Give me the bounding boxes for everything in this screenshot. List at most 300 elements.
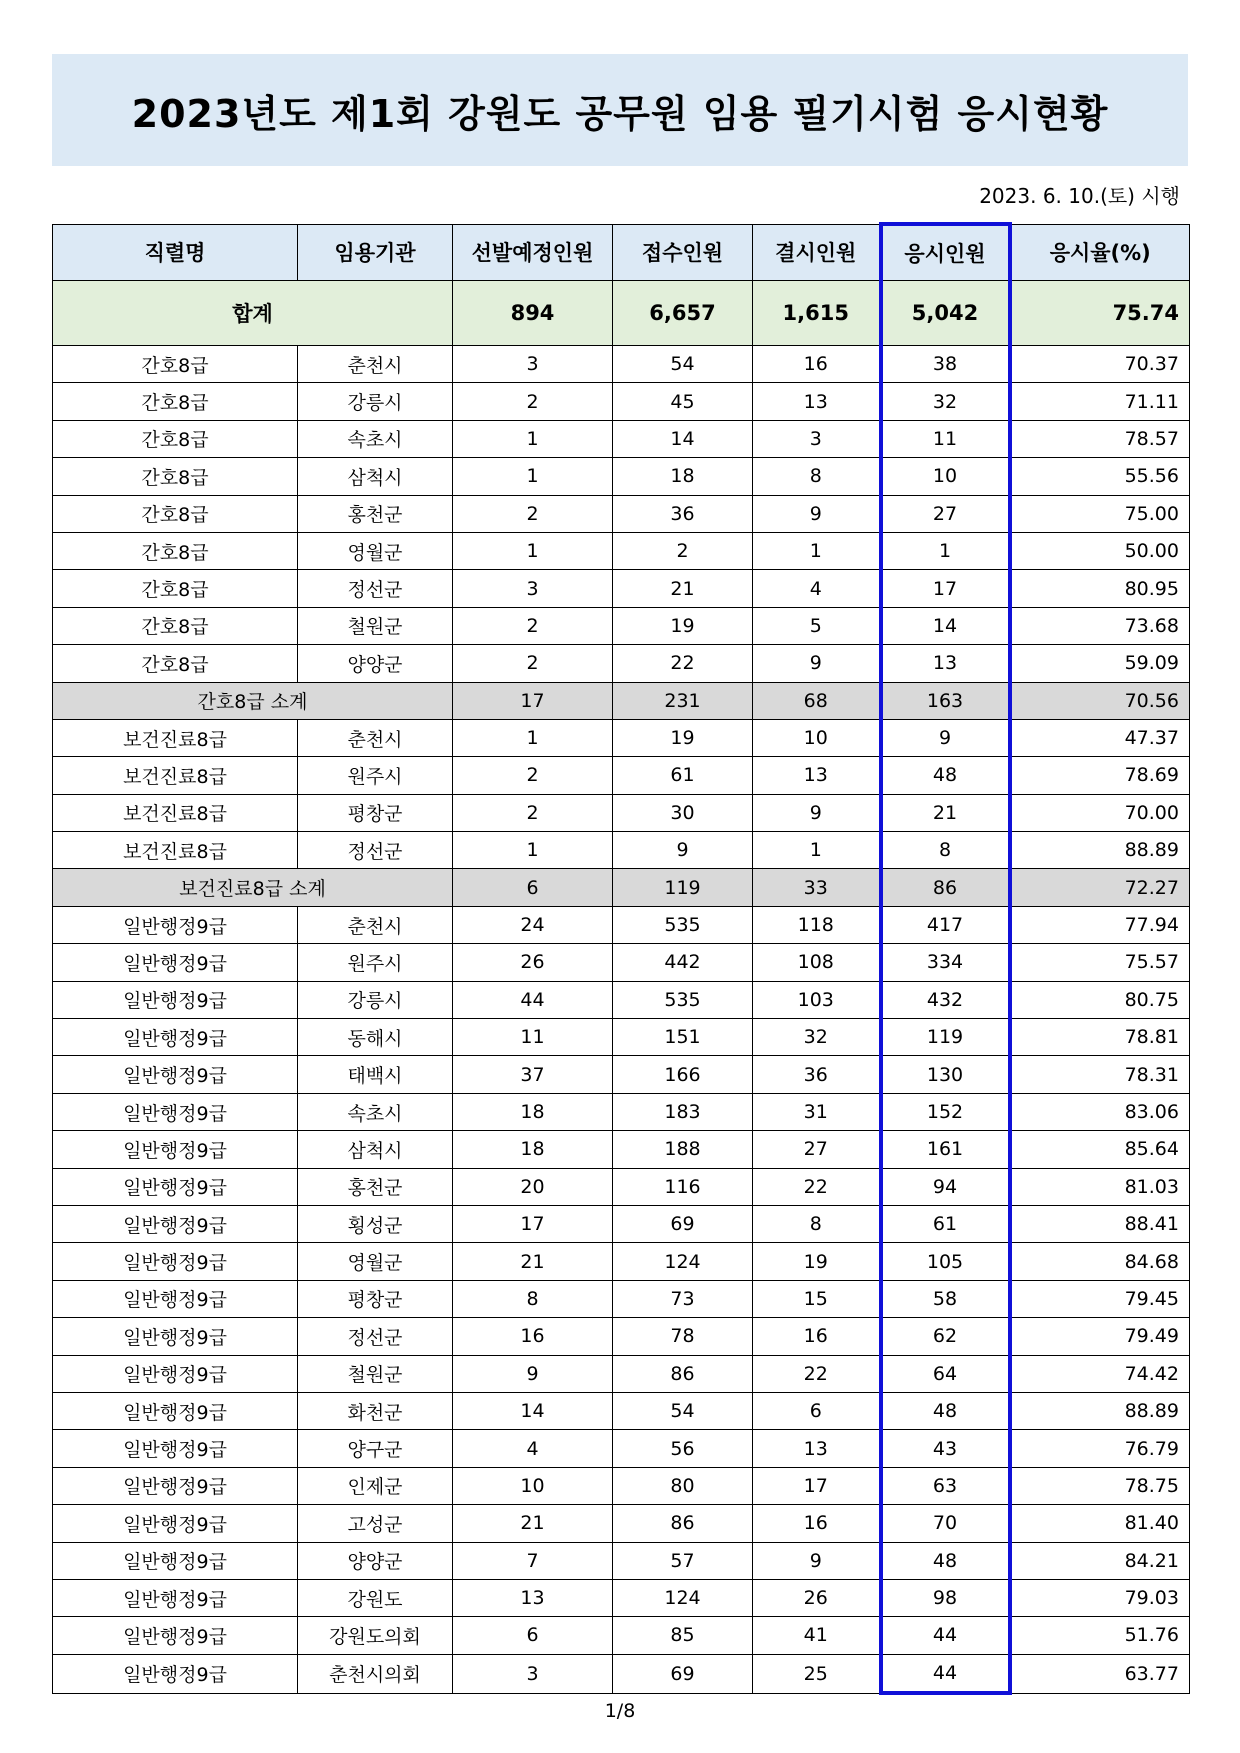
absent-cell: 9 <box>753 794 881 831</box>
planned-cell: 4 <box>453 1430 613 1467</box>
planned-cell: 14 <box>453 1392 613 1429</box>
job-cell: 간호8급 <box>53 607 298 644</box>
table-row <box>53 1168 1190 1205</box>
applied-cell: 54 <box>613 346 753 383</box>
attended-cell: 417 <box>881 906 1010 943</box>
org-cell: 강원도의회 <box>298 1617 453 1654</box>
rate-cell: 77.94 <box>1010 906 1190 943</box>
table-row <box>53 346 1190 383</box>
applied-cell: 183 <box>613 1093 753 1130</box>
table-row <box>53 1131 1190 1168</box>
absent-cell: 103 <box>753 981 881 1018</box>
org-cell: 원주시 <box>298 757 453 794</box>
attended-cell: 1 <box>881 532 1010 569</box>
header-planned: 선발예정인원 <box>453 224 613 281</box>
rate-cell: 81.03 <box>1010 1168 1190 1205</box>
table-row <box>53 1355 1190 1392</box>
attended-cell: 10 <box>881 458 1010 495</box>
org-cell: 인제군 <box>298 1467 453 1504</box>
absent-cell: 10 <box>753 719 881 756</box>
table-header-row <box>53 224 1190 281</box>
org-cell: 철원군 <box>298 607 453 644</box>
absent-cell: 26 <box>753 1579 881 1616</box>
rate-cell: 88.89 <box>1010 1392 1190 1429</box>
applied-cell: 85 <box>613 1617 753 1654</box>
subtotal-label: 간호8급 소계 <box>53 682 453 719</box>
planned-cell: 11 <box>453 1019 613 1056</box>
job-cell: 일반행정9급 <box>53 1019 298 1056</box>
job-cell: 간호8급 <box>53 645 298 682</box>
job-cell: 일반행정9급 <box>53 1093 298 1130</box>
header-absent: 결시인원 <box>753 224 881 281</box>
absent-cell: 17 <box>753 1467 881 1504</box>
total-label: 합계 <box>53 281 453 346</box>
total-attended: 5,042 <box>881 281 1010 346</box>
table-row <box>53 1617 1190 1654</box>
applied-cell: 86 <box>613 1505 753 1542</box>
applied-cell: 124 <box>613 1579 753 1616</box>
org-cell: 춘천시의회 <box>298 1654 453 1693</box>
org-cell: 영월군 <box>298 532 453 569</box>
applied-cell: 18 <box>613 458 753 495</box>
table-row <box>53 757 1190 794</box>
rate-cell: 51.76 <box>1010 1617 1190 1654</box>
org-cell: 속초시 <box>298 420 453 457</box>
job-cell: 보건진료8급 <box>53 719 298 756</box>
document-title: 2023년도 제1회 강원도 공무원 임용 필기시험 응시현황 <box>131 91 1109 136</box>
rate-cell: 63.77 <box>1010 1654 1190 1693</box>
attended-cell: 14 <box>881 607 1010 644</box>
absent-cell: 1 <box>753 832 881 869</box>
org-cell: 고성군 <box>298 1505 453 1542</box>
attended-cell: 27 <box>881 495 1010 532</box>
org-cell: 강원도 <box>298 1579 453 1616</box>
attended-cell: 64 <box>881 1355 1010 1392</box>
attended-cell: 21 <box>881 794 1010 831</box>
planned-cell: 1 <box>453 420 613 457</box>
planned-cell: 2 <box>453 383 613 420</box>
page-number: 1/8 <box>604 1700 636 1722</box>
job-cell: 일반행정9급 <box>53 1654 298 1693</box>
table-row <box>53 1505 1190 1542</box>
total-absent: 1,615 <box>753 281 881 346</box>
header-rate: 응시율(%) <box>1010 224 1190 281</box>
applied-cell: 535 <box>613 981 753 1018</box>
applied-cell: 45 <box>613 383 753 420</box>
table-row <box>53 944 1190 981</box>
rate-cell: 70.00 <box>1010 794 1190 831</box>
table-row <box>53 719 1190 756</box>
rate-cell: 79.45 <box>1010 1280 1190 1317</box>
attended-cell: 44 <box>881 1654 1010 1693</box>
rate-cell: 47.37 <box>1010 719 1190 756</box>
attended-cell: 98 <box>881 1579 1010 1616</box>
applied-cell: 124 <box>613 1243 753 1280</box>
rate-cell: 78.75 <box>1010 1467 1190 1504</box>
absent-cell: 8 <box>753 458 881 495</box>
absent-cell: 13 <box>753 383 881 420</box>
org-cell: 춘천시 <box>298 906 453 943</box>
attended-cell: 130 <box>881 1056 1010 1093</box>
applied-cell: 9 <box>613 832 753 869</box>
job-cell: 보건진료8급 <box>53 757 298 794</box>
absent-cell: 8 <box>753 1205 881 1242</box>
applied-cell: 188 <box>613 1131 753 1168</box>
job-cell: 일반행정9급 <box>53 1205 298 1242</box>
org-cell: 삼척시 <box>298 1131 453 1168</box>
attended-cell: 11 <box>881 420 1010 457</box>
job-cell: 일반행정9급 <box>53 1355 298 1392</box>
total-applied: 6,657 <box>613 281 753 346</box>
org-cell: 속초시 <box>298 1093 453 1130</box>
applied-cell: 69 <box>613 1205 753 1242</box>
attended-cell: 86 <box>881 869 1010 906</box>
attended-cell: 63 <box>881 1467 1010 1504</box>
applied-cell: 30 <box>613 794 753 831</box>
attended-cell: 32 <box>881 383 1010 420</box>
applied-cell: 21 <box>613 570 753 607</box>
attended-cell: 61 <box>881 1205 1010 1242</box>
applied-cell: 80 <box>613 1467 753 1504</box>
planned-cell: 1 <box>453 719 613 756</box>
org-cell: 홍천군 <box>298 495 453 532</box>
attended-cell: 161 <box>881 1131 1010 1168</box>
attended-cell: 38 <box>881 346 1010 383</box>
job-cell: 일반행정9급 <box>53 906 298 943</box>
job-cell: 간호8급 <box>53 420 298 457</box>
rate-cell: 80.75 <box>1010 981 1190 1018</box>
attended-cell: 152 <box>881 1093 1010 1130</box>
attended-cell: 105 <box>881 1243 1010 1280</box>
subtotal-label: 보건진료8급 소계 <box>53 869 453 906</box>
table-row <box>53 1318 1190 1355</box>
planned-cell: 2 <box>453 607 613 644</box>
absent-cell: 9 <box>753 1542 881 1579</box>
total-row <box>53 281 1190 346</box>
absent-cell: 19 <box>753 1243 881 1280</box>
absent-cell: 32 <box>753 1019 881 1056</box>
applied-cell: 119 <box>613 869 753 906</box>
planned-cell: 2 <box>453 794 613 831</box>
org-cell: 정선군 <box>298 1318 453 1355</box>
table-row <box>53 832 1190 869</box>
job-cell: 일반행정9급 <box>53 1243 298 1280</box>
attended-cell: 9 <box>881 719 1010 756</box>
job-cell: 간호8급 <box>53 495 298 532</box>
planned-cell: 17 <box>453 1205 613 1242</box>
job-cell: 일반행정9급 <box>53 1168 298 1205</box>
total-rate: 75.74 <box>1010 281 1190 346</box>
absent-cell: 22 <box>753 1355 881 1392</box>
absent-cell: 27 <box>753 1131 881 1168</box>
table-row <box>53 1392 1190 1429</box>
rate-cell: 72.27 <box>1010 869 1190 906</box>
job-cell: 일반행정9급 <box>53 1280 298 1317</box>
absent-cell: 36 <box>753 1056 881 1093</box>
table-row <box>53 458 1190 495</box>
attended-cell: 48 <box>881 1392 1010 1429</box>
org-cell: 강릉시 <box>298 981 453 1018</box>
org-cell: 평창군 <box>298 1280 453 1317</box>
attended-cell: 17 <box>881 570 1010 607</box>
planned-cell: 7 <box>453 1542 613 1579</box>
planned-cell: 3 <box>453 1654 613 1693</box>
attended-cell: 334 <box>881 944 1010 981</box>
title-banner <box>52 54 1188 166</box>
org-cell: 삼척시 <box>298 458 453 495</box>
org-cell: 태백시 <box>298 1056 453 1093</box>
applied-cell: 78 <box>613 1318 753 1355</box>
rate-cell: 84.68 <box>1010 1243 1190 1280</box>
job-cell: 보건진료8급 <box>53 794 298 831</box>
planned-cell: 37 <box>453 1056 613 1093</box>
planned-cell: 6 <box>453 1617 613 1654</box>
applied-cell: 22 <box>613 645 753 682</box>
attended-cell: 432 <box>881 981 1010 1018</box>
planned-cell: 1 <box>453 458 613 495</box>
table-row <box>53 1243 1190 1280</box>
table-row <box>53 532 1190 569</box>
rate-cell: 70.56 <box>1010 682 1190 719</box>
header-applied: 접수인원 <box>613 224 753 281</box>
rate-cell: 81.40 <box>1010 1505 1190 1542</box>
absent-cell: 6 <box>753 1392 881 1429</box>
planned-cell: 6 <box>453 869 613 906</box>
absent-cell: 13 <box>753 1430 881 1467</box>
table-row <box>53 906 1190 943</box>
job-cell: 간호8급 <box>53 458 298 495</box>
rate-cell: 75.00 <box>1010 495 1190 532</box>
table-row <box>53 1280 1190 1317</box>
absent-cell: 25 <box>753 1654 881 1693</box>
absent-cell: 5 <box>753 607 881 644</box>
planned-cell: 18 <box>453 1131 613 1168</box>
job-cell: 일반행정9급 <box>53 1505 298 1542</box>
rate-cell: 59.09 <box>1010 645 1190 682</box>
org-cell: 양구군 <box>298 1430 453 1467</box>
job-cell: 일반행정9급 <box>53 1467 298 1504</box>
rate-cell: 78.81 <box>1010 1019 1190 1056</box>
applied-cell: 19 <box>613 719 753 756</box>
planned-cell: 21 <box>453 1243 613 1280</box>
total-planned: 894 <box>453 281 613 346</box>
table-row <box>53 1019 1190 1056</box>
table-row <box>53 1467 1190 1504</box>
rate-cell: 85.64 <box>1010 1131 1190 1168</box>
job-cell: 일반행정9급 <box>53 1392 298 1429</box>
rate-cell: 70.37 <box>1010 346 1190 383</box>
absent-cell: 9 <box>753 495 881 532</box>
rate-cell: 73.68 <box>1010 607 1190 644</box>
org-cell: 양양군 <box>298 1542 453 1579</box>
planned-cell: 10 <box>453 1467 613 1504</box>
rate-cell: 78.31 <box>1010 1056 1190 1093</box>
table-row <box>53 570 1190 607</box>
org-cell: 동해시 <box>298 1019 453 1056</box>
table-row <box>53 1093 1190 1130</box>
table-row <box>53 1430 1190 1467</box>
planned-cell: 2 <box>453 645 613 682</box>
job-cell: 일반행정9급 <box>53 1131 298 1168</box>
absent-cell: 33 <box>753 869 881 906</box>
rate-cell: 78.69 <box>1010 757 1190 794</box>
org-cell: 정선군 <box>298 832 453 869</box>
absent-cell: 4 <box>753 570 881 607</box>
planned-cell: 20 <box>453 1168 613 1205</box>
applied-cell: 73 <box>613 1280 753 1317</box>
table-row <box>53 794 1190 831</box>
absent-cell: 16 <box>753 346 881 383</box>
header-org: 임용기관 <box>298 224 453 281</box>
org-cell: 영월군 <box>298 1243 453 1280</box>
applied-cell: 116 <box>613 1168 753 1205</box>
planned-cell: 13 <box>453 1579 613 1616</box>
rate-cell: 74.42 <box>1010 1355 1190 1392</box>
subtotal-row <box>53 682 1190 719</box>
job-cell: 일반행정9급 <box>53 944 298 981</box>
job-cell: 간호8급 <box>53 532 298 569</box>
org-cell: 원주시 <box>298 944 453 981</box>
attended-cell: 8 <box>881 832 1010 869</box>
job-cell: 일반행정9급 <box>53 1542 298 1579</box>
org-cell: 횡성군 <box>298 1205 453 1242</box>
planned-cell: 26 <box>453 944 613 981</box>
planned-cell: 3 <box>453 346 613 383</box>
job-cell: 간호8급 <box>53 383 298 420</box>
applied-cell: 151 <box>613 1019 753 1056</box>
planned-cell: 2 <box>453 757 613 794</box>
table-row <box>53 1654 1190 1693</box>
absent-cell: 31 <box>753 1093 881 1130</box>
applied-cell: 61 <box>613 757 753 794</box>
planned-cell: 44 <box>453 981 613 1018</box>
header-attended: 응시인원 <box>881 224 1010 281</box>
applied-cell: 14 <box>613 420 753 457</box>
applied-cell: 69 <box>613 1654 753 1693</box>
org-cell: 화천군 <box>298 1392 453 1429</box>
org-cell: 정선군 <box>298 570 453 607</box>
rate-cell: 79.49 <box>1010 1318 1190 1355</box>
attended-cell: 163 <box>881 682 1010 719</box>
planned-cell: 17 <box>453 682 613 719</box>
org-cell: 평창군 <box>298 794 453 831</box>
attended-cell: 62 <box>881 1318 1010 1355</box>
applied-cell: 86 <box>613 1355 753 1392</box>
applied-cell: 535 <box>613 906 753 943</box>
absent-cell: 118 <box>753 906 881 943</box>
table-row <box>53 1205 1190 1242</box>
absent-cell: 41 <box>753 1617 881 1654</box>
applied-cell: 231 <box>613 682 753 719</box>
table-row <box>53 981 1190 1018</box>
rate-cell: 76.79 <box>1010 1430 1190 1467</box>
job-cell: 일반행정9급 <box>53 1430 298 1467</box>
rate-cell: 50.00 <box>1010 532 1190 569</box>
table-row <box>53 1056 1190 1093</box>
planned-cell: 24 <box>453 906 613 943</box>
rate-cell: 80.95 <box>1010 570 1190 607</box>
absent-cell: 108 <box>753 944 881 981</box>
applied-cell: 57 <box>613 1542 753 1579</box>
planned-cell: 18 <box>453 1093 613 1130</box>
rate-cell: 83.06 <box>1010 1093 1190 1130</box>
rate-cell: 75.57 <box>1010 944 1190 981</box>
absent-cell: 16 <box>753 1318 881 1355</box>
applied-cell: 166 <box>613 1056 753 1093</box>
rate-cell: 79.03 <box>1010 1579 1190 1616</box>
job-cell: 간호8급 <box>53 570 298 607</box>
attended-cell: 44 <box>881 1617 1010 1654</box>
exam-date: 2023. 6. 10.(토) 시행 <box>979 184 1180 208</box>
attended-cell: 58 <box>881 1280 1010 1317</box>
rate-cell: 88.41 <box>1010 1205 1190 1242</box>
table-row <box>53 383 1190 420</box>
org-cell: 철원군 <box>298 1355 453 1392</box>
applied-cell: 36 <box>613 495 753 532</box>
org-cell: 춘천시 <box>298 719 453 756</box>
applied-cell: 442 <box>613 944 753 981</box>
planned-cell: 1 <box>453 532 613 569</box>
absent-cell: 68 <box>753 682 881 719</box>
rate-cell: 84.21 <box>1010 1542 1190 1579</box>
org-cell: 양양군 <box>298 645 453 682</box>
rate-cell: 55.56 <box>1010 458 1190 495</box>
job-cell: 일반행정9급 <box>53 1318 298 1355</box>
absent-cell: 9 <box>753 645 881 682</box>
planned-cell: 8 <box>453 1280 613 1317</box>
rate-cell: 78.57 <box>1010 420 1190 457</box>
absent-cell: 3 <box>753 420 881 457</box>
table-row <box>53 1542 1190 1579</box>
absent-cell: 15 <box>753 1280 881 1317</box>
planned-cell: 21 <box>453 1505 613 1542</box>
table-row <box>53 1579 1190 1616</box>
planned-cell: 1 <box>453 832 613 869</box>
planned-cell: 16 <box>453 1318 613 1355</box>
table-row <box>53 607 1190 644</box>
attended-cell: 70 <box>881 1505 1010 1542</box>
absent-cell: 1 <box>753 532 881 569</box>
job-cell: 일반행정9급 <box>53 1579 298 1616</box>
subtotal-row <box>53 869 1190 906</box>
job-cell: 일반행정9급 <box>53 1617 298 1654</box>
attended-cell: 48 <box>881 1542 1010 1579</box>
rate-cell: 88.89 <box>1010 832 1190 869</box>
planned-cell: 2 <box>453 495 613 532</box>
job-cell: 보건진료8급 <box>53 832 298 869</box>
table-row <box>53 495 1190 532</box>
applied-cell: 54 <box>613 1392 753 1429</box>
job-cell: 일반행정9급 <box>53 981 298 1018</box>
org-cell: 강릉시 <box>298 383 453 420</box>
absent-cell: 13 <box>753 757 881 794</box>
absent-cell: 22 <box>753 1168 881 1205</box>
org-cell: 춘천시 <box>298 346 453 383</box>
rate-cell: 71.11 <box>1010 383 1190 420</box>
attended-cell: 48 <box>881 757 1010 794</box>
attended-cell: 13 <box>881 645 1010 682</box>
job-cell: 간호8급 <box>53 346 298 383</box>
planned-cell: 3 <box>453 570 613 607</box>
table-row <box>53 645 1190 682</box>
planned-cell: 9 <box>453 1355 613 1392</box>
absent-cell: 16 <box>753 1505 881 1542</box>
attended-cell: 43 <box>881 1430 1010 1467</box>
applied-cell: 2 <box>613 532 753 569</box>
applied-cell: 56 <box>613 1430 753 1467</box>
job-cell: 일반행정9급 <box>53 1056 298 1093</box>
applied-cell: 19 <box>613 607 753 644</box>
